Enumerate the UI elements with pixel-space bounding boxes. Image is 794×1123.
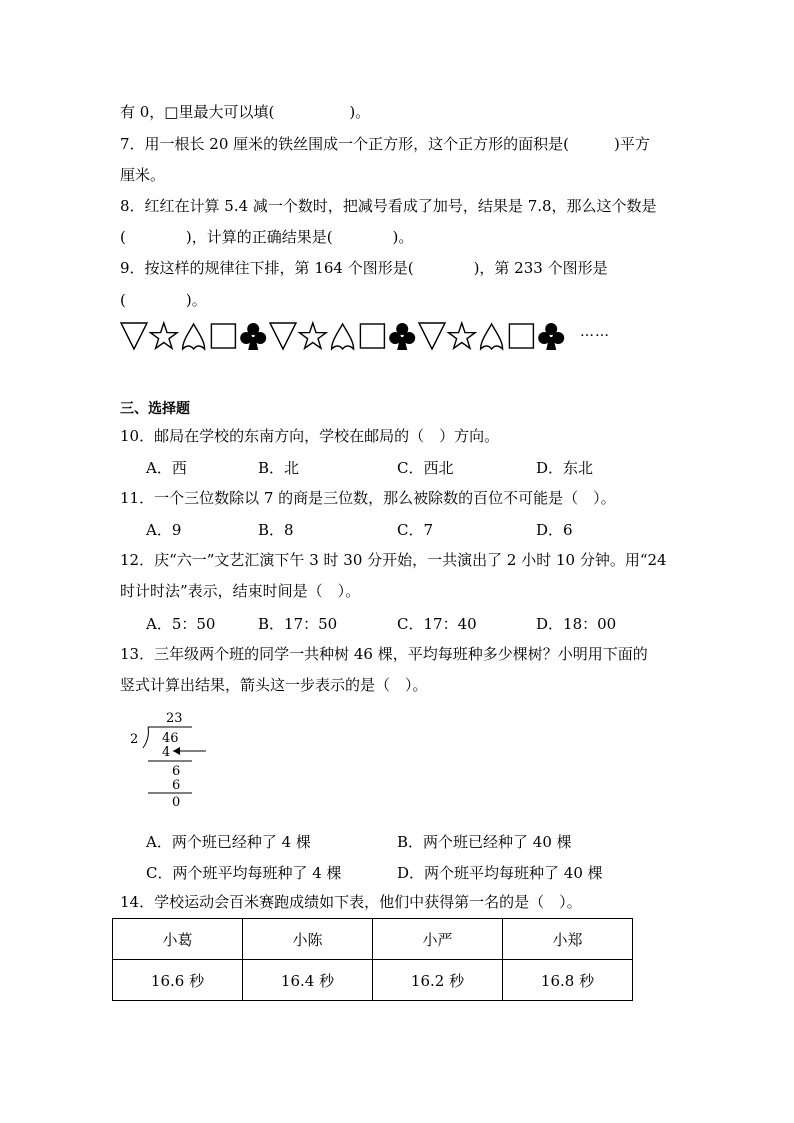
shape-pattern	[119, 319, 579, 353]
q8-line-1: 8．红红在计算 5.4 减一个数时，把减号看成了加号，结果是 7.8，那么这个数是	[120, 197, 657, 215]
q11-option-a[interactable]: A．9	[146, 521, 182, 539]
q7-line-2: 厘米。	[120, 166, 166, 184]
time-cell: 16.2 秒	[373, 960, 503, 1001]
time-cell: 16.4 秒	[243, 960, 373, 1001]
pattern-ellipsis: ……	[580, 324, 610, 340]
header-cell: 小郑	[503, 919, 633, 960]
q10-option-b[interactable]: B．北	[258, 459, 300, 477]
club-shape	[240, 323, 266, 350]
q13-option-c[interactable]: C．两个班平均每班种了 4 棵	[146, 864, 342, 882]
q11-option-b[interactable]: B．8	[258, 521, 294, 539]
table-row	[113, 960, 633, 1001]
line-q6-tail: 有 0，□里最大可以填( )。	[120, 103, 371, 121]
square-shape	[509, 324, 533, 348]
q12-option-b[interactable]: B．17：50	[258, 615, 338, 633]
q13-option-a[interactable]: A．两个班已经种了 4 棵	[146, 833, 311, 851]
triangle-down-shape	[419, 323, 445, 349]
arch-shape	[481, 324, 503, 349]
table-header-row	[113, 919, 633, 960]
triangle-down-shape	[121, 323, 147, 349]
q13-stem-1: 13．三年级两个班的同学一共种树 46 棵，平均每班种多少棵树？小明用下面的	[120, 645, 648, 663]
q11-stem: 11．一个三位数除以 7 的商是三位数，那么被除数的百位不可能是（ ）。	[120, 489, 616, 507]
division-bring-down: 6	[172, 764, 181, 779]
q10-option-a[interactable]: A．西	[146, 459, 187, 477]
arch-shape	[332, 324, 354, 349]
q8-line-2: ( )，计算的正确结果是( )。	[120, 228, 414, 246]
q10-option-d[interactable]: D．东北	[536, 459, 594, 477]
division-divisor: 2	[130, 732, 139, 747]
star-shape	[300, 323, 327, 348]
section-3-title: 三、选择题	[120, 401, 190, 417]
club-shape	[538, 323, 564, 350]
square-shape	[211, 324, 235, 348]
star-shape	[151, 323, 178, 348]
q12-option-d[interactable]: D．18：00	[536, 615, 617, 633]
division-dividend: 46	[162, 731, 179, 746]
arrow-head	[173, 747, 180, 755]
arch-shape	[183, 324, 205, 349]
score-table	[112, 918, 633, 1001]
header-cell: 小葛	[113, 919, 243, 960]
division-step-1: 4	[162, 745, 171, 760]
q9-line-1: 9．按这样的规律往下排，第 164 个图形是( )，第 233 个图形是	[120, 259, 608, 277]
q14-stem: 14．学校运动会百米赛跑成绩如下表，他们中获得第一名的是（ ）。	[120, 893, 582, 911]
header-cell: 小陈	[243, 919, 373, 960]
q13-option-d[interactable]: D．两个班平均每班种了 40 棵	[397, 864, 603, 882]
star-shape	[449, 323, 476, 348]
division-remainder: 0	[172, 795, 181, 810]
q9-line-2: ( )。	[120, 291, 207, 309]
q12-option-a[interactable]: A．5：50	[146, 615, 216, 633]
division-quotient: 23	[166, 711, 183, 726]
q13-stem-2: 竖式计算出结果，箭头这一步表示的是（ ）。	[120, 676, 428, 694]
q7-line-1: 7．用一根长 20 厘米的铁丝围成一个正方形，这个正方形的面积是( )平方	[120, 135, 650, 153]
club-shape	[389, 323, 415, 350]
q13-option-b[interactable]: B．两个班已经种了 40 棵	[397, 833, 572, 851]
q11-option-c[interactable]: C．7	[397, 521, 434, 539]
q12-stem-1: 12．庆“六一”文艺汇演下午 3 时 30 分开始，一共演出了 2 小时 10 分钟。用“24	[120, 551, 667, 569]
time-cell: 16.8 秒	[503, 960, 633, 1001]
time-cell: 16.6 秒	[113, 960, 243, 1001]
division-step-2: 6	[172, 778, 181, 793]
q10-stem: 10．邮局在学校的东南方向，学校在邮局的（ ）方向。	[120, 427, 500, 445]
header-cell: 小严	[373, 919, 503, 960]
q12-option-c[interactable]: C．17：40	[397, 615, 477, 633]
q12-stem-2: 时计时法”表示，结束时间是（ ）。	[120, 582, 361, 600]
square-shape	[360, 324, 384, 348]
q10-option-c[interactable]: C．西北	[397, 459, 454, 477]
triangle-down-shape	[270, 323, 296, 349]
q11-option-d[interactable]: D．6	[536, 521, 573, 539]
